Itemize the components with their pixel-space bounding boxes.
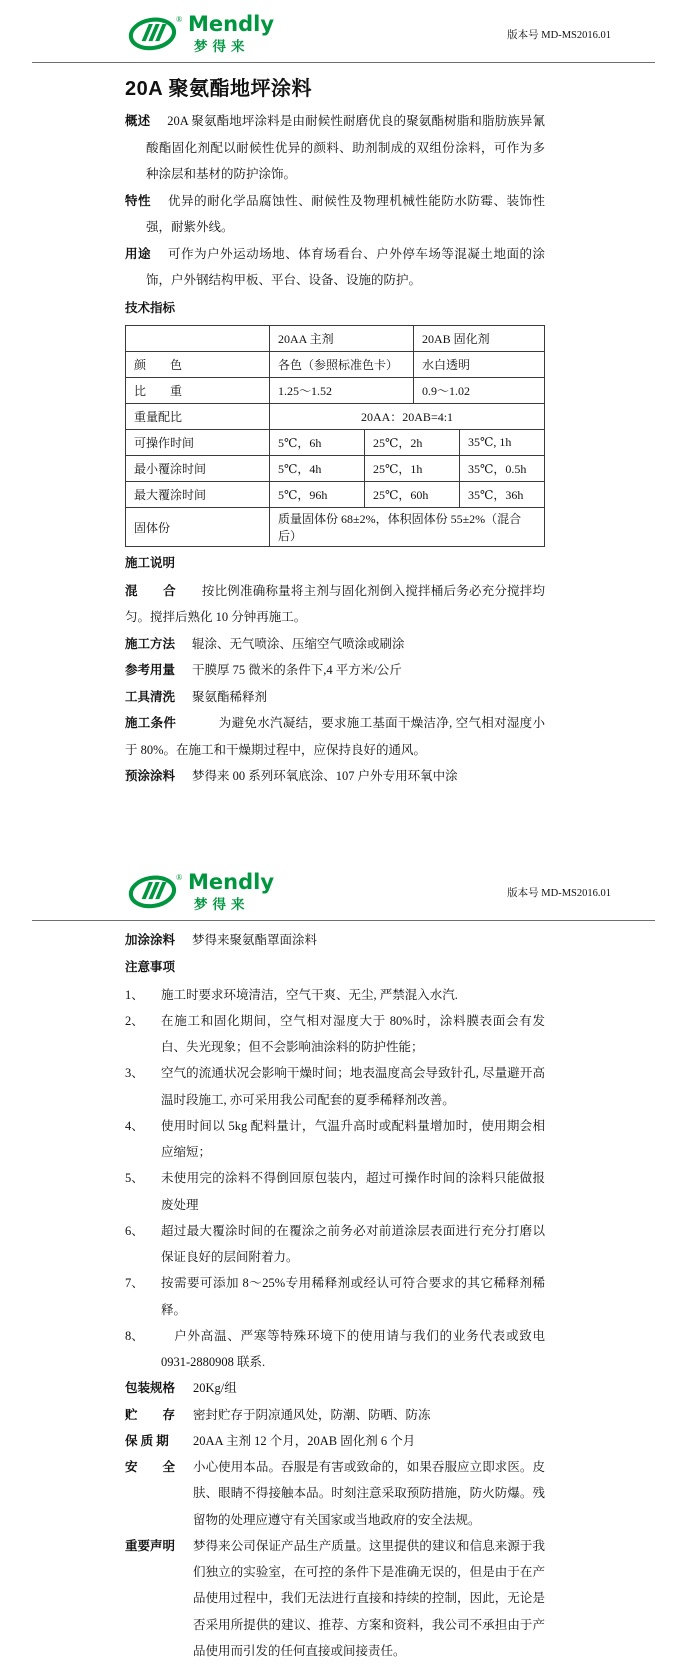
dosage-paragraph <box>125 657 545 684</box>
spec-ratio-label: 重量配比 <box>126 404 269 429</box>
mendly-logo-icon <box>128 870 186 912</box>
page-1 <box>0 0 687 790</box>
cleaning-label: 工具清洗 <box>125 690 175 704</box>
note-number: 6、 <box>125 1218 161 1271</box>
note-number: 8、 <box>125 1323 161 1376</box>
registered-mark: ® <box>176 15 182 24</box>
packing-label: 包装规格 <box>125 1375 193 1401</box>
note-number: 5、 <box>125 1165 161 1218</box>
note-item-8 <box>125 1323 545 1376</box>
version-label: 版本号 MD-MS2016.01 <box>507 27 611 42</box>
packing-text: 20Kg/组 <box>193 1375 545 1401</box>
primer-text: 梦得来 00 系列环氧底涂、107 户外专用环氧中涂 <box>192 769 458 783</box>
usage-text: 可作为户外运动场地、体育场看台、户外停车场等混凝土地面的涂饰，户外钢结构甲板、平台、设备、设施的防护。 <box>146 247 545 288</box>
conditions-paragraph <box>125 710 545 763</box>
spec-max-recoat-5c: 5℃，96h <box>269 482 364 507</box>
spec-potlife-25c: 25℃，2h <box>364 430 459 455</box>
spec-header-empty-cell <box>126 326 269 351</box>
spec-header-main-agent: 20AA 主剂 <box>269 326 413 351</box>
note-text: 在施工和固化期间，空气相对湿度大于 80%时，涂料膜表面会有发白、失光现象；但不会影响油涂料的防护性能； <box>161 1008 545 1061</box>
features-text: 优异的耐化学品腐蚀性、耐候性及物理机械性能防水防霉、装饰性强，耐紫外线。 <box>146 194 545 235</box>
method-label: 施工方法 <box>125 637 175 651</box>
features-label: 特性 <box>125 194 151 208</box>
mixing-paragraph <box>125 578 545 631</box>
storage-row <box>125 1402 545 1428</box>
cleaning-text: 聚氨酯稀释剂 <box>192 690 267 704</box>
note-text: 超过最大覆涂时间的在覆涂之前务必对前道涂层表面进行充分打磨以保证良好的层间附着力。 <box>161 1218 545 1271</box>
spec-header-hardener: 20AB 固化剂 <box>413 326 544 351</box>
disclaimer-label: 重要声明 <box>125 1533 193 1664</box>
spec-section-heading: 技术指标 <box>125 295 545 322</box>
primer-paragraph <box>125 763 545 790</box>
conditions-label: 施工条件 <box>125 716 176 730</box>
mixing-text: 按比例准确称量将主剂与固化剂倒入搅拌桶后务必充分搅拌均匀。搅拌后熟化 10 分钟再施工。 <box>125 584 545 625</box>
spec-density-main: 1.25～1.52 <box>269 378 413 403</box>
page2-header <box>32 858 655 921</box>
brand-name-en: Mendly <box>188 872 274 892</box>
usage-label: 用途 <box>125 247 151 261</box>
brand-name-cn: 梦得来 <box>194 893 274 913</box>
spec-row-density <box>126 377 544 403</box>
topcoat-text: 梦得来聚氨酯罩面涂料 <box>192 933 317 947</box>
disclaimer-row <box>125 1533 545 1664</box>
page1-content <box>125 72 545 790</box>
spec-solids-value: 质量固体份 68±2%，体积固体份 55±2%（混合后） <box>269 508 544 546</box>
version-label: 版本号 MD-MS2016.01 <box>507 885 611 900</box>
spec-max-recoat-label: 最大覆涂时间 <box>126 482 269 507</box>
overview-label: 概述 <box>125 114 150 128</box>
note-number: 1、 <box>125 982 161 1008</box>
note-number: 4、 <box>125 1113 161 1166</box>
storage-text: 密封贮存于阴凉通风处，防潮、防晒、防冻 <box>193 1402 545 1428</box>
spec-potlife-5c: 5℃，6h <box>269 430 364 455</box>
note-text: 施工时要求环境清洁，空气干爽、无尘, 严禁混入水汽. <box>161 982 545 1008</box>
spec-solids-label: 固体份 <box>126 508 269 546</box>
note-number: 3、 <box>125 1060 161 1113</box>
safety-text: 小心使用本品。吞服是有害或致命的，如果吞服应立即求医。皮肤、眼睛不得接触本品。时刻注意采取预防措施，防火防爆。残留物的处理应遵守有关国家或当地政府的安全法规。 <box>193 1454 545 1533</box>
safety-label: 安 全 <box>125 1454 193 1533</box>
spec-table <box>125 325 545 547</box>
spec-color-main: 各色（参照标准色卡） <box>269 352 413 377</box>
shelf-life-label: 保 质 期 <box>125 1428 193 1454</box>
spec-row-color <box>126 351 544 377</box>
apply-section-heading: 施工说明 <box>125 550 545 577</box>
spec-min-recoat-label: 最小覆涂时间 <box>126 456 269 481</box>
spec-density-label: 比 重 <box>126 378 269 403</box>
spec-row-ratio <box>126 403 544 429</box>
dosage-label: 参考用量 <box>125 663 175 677</box>
registered-mark: ® <box>176 873 182 882</box>
page-2 <box>0 858 687 1664</box>
spec-color-hardener: 水白透明 <box>413 352 544 377</box>
brand-name-en: Mendly <box>188 14 274 34</box>
disclaimer-text: 梦得来公司保证产品生产质量。这里提供的建议和信息来源于我们独立的实验室，在可控的条件下是准确无误的，但是由于在产品使用过程中，我们无法进行直接和持续的控制，因此，无论是否采用所提供的建议、推荐、方案和资料，我公司不承担由于产品使用而引发的任何直接或间接责任。 <box>193 1533 545 1664</box>
cleaning-paragraph <box>125 684 545 711</box>
shelf-life-row <box>125 1428 545 1454</box>
spec-density-hardener: 0.9～1.02 <box>413 378 544 403</box>
shelf-life-text: 20AA 主剂 12 个月，20AB 固化剂 6 个月 <box>193 1428 545 1454</box>
conditions-text: 为避免水汽凝结，要求施工基面干燥洁净, 空气相对湿度小于 80%。在施工和干燥期过程中，应保持良好的通风。 <box>125 716 545 757</box>
primer-label: 预涂涂料 <box>125 769 175 783</box>
spec-color-label: 颜 色 <box>126 352 269 377</box>
spec-min-recoat-35c: 35℃，0.5h <box>459 456 544 481</box>
spec-potlife-35c: 35℃, 1h <box>459 430 544 455</box>
spec-row-max-recoat <box>126 481 544 507</box>
method-paragraph <box>125 631 545 658</box>
method-text: 辊涂、无气喷涂、压缩空气喷涂或刷涂 <box>192 637 405 651</box>
spec-row-potlife <box>126 429 544 455</box>
usage-paragraph <box>125 241 545 294</box>
note-item-7 <box>125 1270 545 1323</box>
note-item-6 <box>125 1218 545 1271</box>
note-item-2 <box>125 1008 545 1061</box>
brand-name-cn: 梦得来 <box>194 35 274 55</box>
note-text: 未使用完的涂料不得倒回原包装内，超过可操作时间的涂料只能做报废处理 <box>161 1165 545 1218</box>
features-paragraph <box>125 188 545 241</box>
spec-potlife-label: 可操作时间 <box>126 430 269 455</box>
topcoat-paragraph <box>125 927 545 954</box>
mendly-logo-icon <box>128 12 186 54</box>
note-number: 7、 <box>125 1270 161 1323</box>
spec-row-min-recoat <box>126 455 544 481</box>
overview-paragraph <box>125 108 545 188</box>
spec-min-recoat-5c: 5℃，4h <box>269 456 364 481</box>
page2-content <box>125 921 545 1664</box>
safety-row <box>125 1454 545 1533</box>
spec-max-recoat-35c: 35℃，36h <box>459 482 544 507</box>
note-number: 2、 <box>125 1008 161 1061</box>
spec-ratio-value: 20AA：20AB=4:1 <box>269 404 544 429</box>
mixing-label: 混 合 <box>125 584 176 598</box>
brand-wordmark-2 <box>188 872 274 913</box>
note-item-1 <box>125 982 545 1008</box>
spec-min-recoat-25c: 25℃，1h <box>364 456 459 481</box>
note-item-4 <box>125 1113 545 1166</box>
packing-row <box>125 1375 545 1401</box>
overview-text: 20A 聚氨酯地坪涂料是由耐候性耐磨优良的聚氨酯树脂和脂肪族异氰酸酯固化剂配以耐候性优异的颜料、助剂制成的双组份涂料，可作为多种涂层和基材的防护涂饰。 <box>146 114 545 181</box>
brand-wordmark <box>188 14 274 55</box>
dosage-text: 干膜厚 75 微米的条件下,4 平方米/公斤 <box>192 663 402 677</box>
note-item-3 <box>125 1060 545 1113</box>
page1-header <box>32 0 655 63</box>
note-item-5 <box>125 1165 545 1218</box>
spec-row-solids <box>126 507 544 546</box>
storage-label: 贮 存 <box>125 1402 193 1428</box>
spec-max-recoat-25c: 25℃，60h <box>364 482 459 507</box>
note-text: 空气的流通状况会影响干燥时间；地表温度高会导致针孔, 尽量避开高温时段施工, 亦可采用我公司配套的夏季稀释剂改善。 <box>161 1060 545 1113</box>
note-text: 户外高温、严寒等特殊环境下的使用请与我们的业务代表或致电 0931-2880908 联系. <box>161 1323 545 1376</box>
product-title: 20A 聚氨酯地坪涂料 <box>125 72 545 101</box>
note-text: 使用时间以 5kg 配料量计，气温升高时或配料量增加时，使用期会相应缩短； <box>161 1113 545 1166</box>
notes-section-heading: 注意事项 <box>125 954 545 981</box>
note-text: 按需要可添加 8～25%专用稀释剂或经认可符合要求的其它稀释剂稀释。 <box>161 1270 545 1323</box>
spec-header-row <box>126 326 544 351</box>
topcoat-label: 加涂涂料 <box>125 933 175 947</box>
